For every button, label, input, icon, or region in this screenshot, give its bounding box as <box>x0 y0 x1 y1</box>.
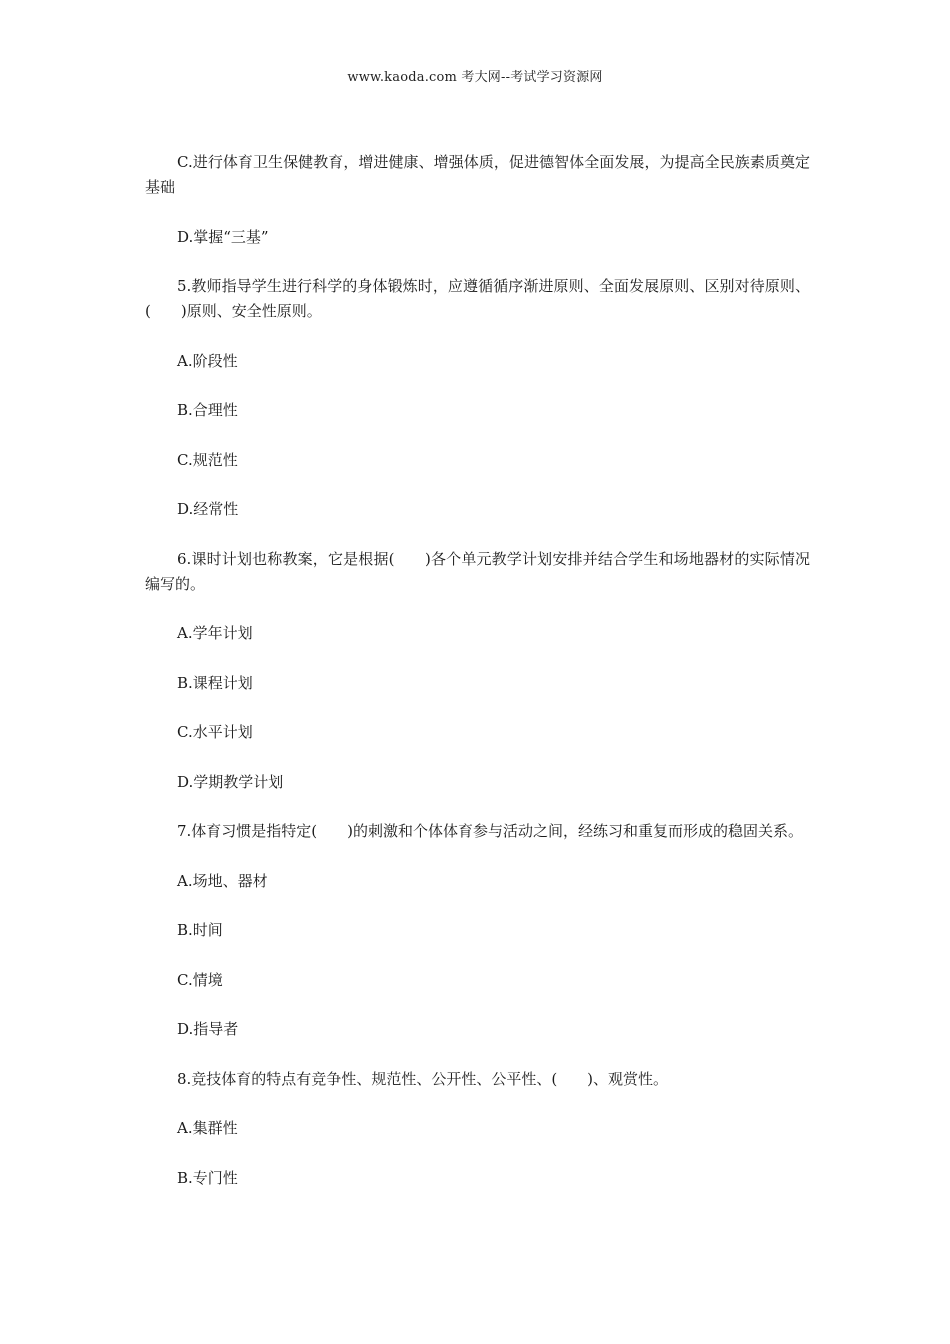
option-a-q6: A.学年计划 <box>177 624 253 642</box>
option-a-q7: A.场地、器材 <box>177 871 268 890</box>
option-d-q6: D.学期教学计划 <box>177 772 284 791</box>
option-a-q8: A.集群性 <box>177 1119 238 1137</box>
option-c-q7: C.情境 <box>177 970 223 989</box>
question-6: 6.课时计划也称教案，它是根据( )各个单元教学计划安排并结合学生和场地器材的实际情况编写的。 <box>145 549 810 593</box>
question-content <box>145 150 810 1215</box>
option-b-q6: B.课程计划 <box>177 673 253 692</box>
option-a-q5: A.阶段性 <box>177 351 238 370</box>
question-7: 7.体育习惯是指特定( )的刺激和个体体育参与活动之间，经练习和重复而形成的稳固关系。 <box>177 822 804 840</box>
option-c-q5: C.规范性 <box>177 450 238 469</box>
question-5: 5.教师指导学生进行科学的身体锻炼时，应遵循循序渐进原则、全面发展原则、区别对待原则、( )原则、安全性原则。 <box>145 277 810 320</box>
option-d-q5: D.经常性 <box>177 500 239 518</box>
question-8: 8.竞技体育的特点有竞争性、规范性、公开性、公平性、( )、观赏性。 <box>177 1069 669 1088</box>
option-c-q6: C.水平计划 <box>177 723 253 741</box>
option-b-q5: B.合理性 <box>177 401 238 419</box>
option-d-q7: D.指导者 <box>177 1020 239 1038</box>
page-header: www.kaoda.com 考大网--考试学习资源网 <box>347 70 603 85</box>
option-c-q4: C.进行体育卫生保健教育，增进健康、增强体质，促进德智体全面发展，为提高全民族素质奠定基础 <box>145 153 810 196</box>
option-b-q8: B.专门性 <box>177 1168 238 1187</box>
option-d-q4: D.掌握“三基” <box>177 227 269 246</box>
option-b-q7: B.时间 <box>177 921 223 939</box>
